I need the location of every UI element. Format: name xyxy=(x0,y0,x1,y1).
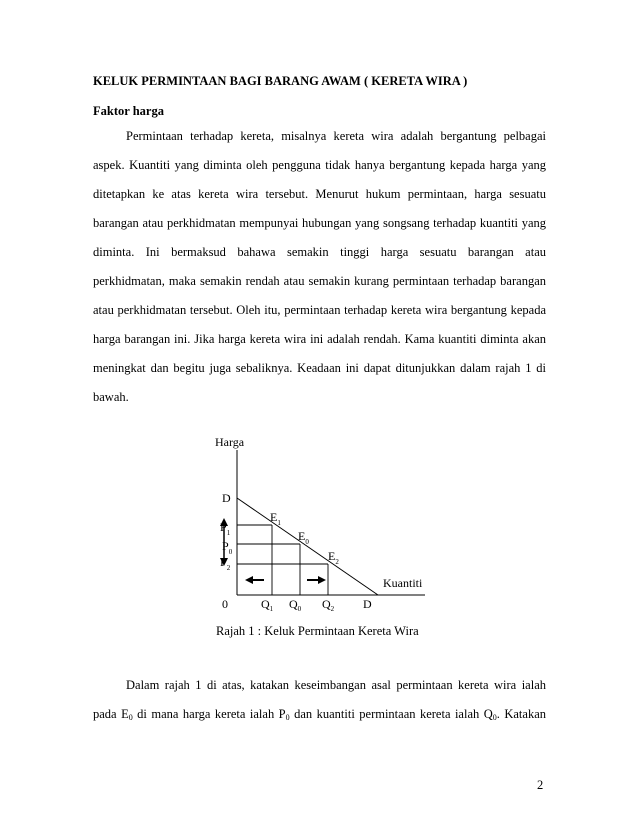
paragraph-line: barangan atau perkhidmatan mempunyai hubungan yang songsang terhadap kuantiti yang xyxy=(93,216,546,230)
page-number: 2 xyxy=(537,778,544,792)
paragraph-line: Dalam rajah 1 di atas, katakan keseimbangan asal permintaan kereta wira ialah xyxy=(126,678,546,692)
paragraph-line: meningkat dan begitu juga sebaliknya. Keadaan ini dapat ditunjukkan dalam rajah 1 di xyxy=(93,361,546,375)
paragraph-line: diminta. Ini bermaksud bahawa semakin tinggi harga sesuatu barangan atau xyxy=(93,245,546,259)
paragraph-line: pada $E_0$ di mana harga kereta ialah $P_0$ dan kuantiti permintaan kereta ialah $Q_0$. Katakan xyxy=(93,707,546,722)
document-title: KELUK PERMINTAAN BAGI BARANG AWAM ( KERETA WIRA ) xyxy=(93,74,468,88)
demand-label-top: D xyxy=(222,491,231,505)
figure-caption: Rajah 1 : Keluk Permintaan Kereta Wira xyxy=(216,624,419,638)
paragraph-line: aspek. Kuantiti yang diminta oleh pengguna tidak hanya bergantung kepada harga yang xyxy=(93,158,546,172)
price-label-p2: $P_2$ xyxy=(220,555,231,572)
y-axis-label: Harga xyxy=(215,435,245,449)
right-arrow-head xyxy=(318,576,326,584)
x-axis-label: Kuantiti xyxy=(383,576,423,590)
paragraph-line: Permintaan terhadap kereta, misalnya kereta wira adalah bergantung pelbagai xyxy=(126,129,546,143)
price-label-p1: $P_1$ xyxy=(220,520,231,537)
demand-label-bottom: D xyxy=(363,597,372,611)
paragraph-line: ditetapkan ke atas kereta wira tersebut. Menurut hukum permintaan, harga sesuatu xyxy=(93,187,546,201)
demand-curve-diagram xyxy=(200,430,440,650)
quantity-label-q2: $Q_2$ xyxy=(322,597,335,613)
equilibrium-label-e2: $E_2$ xyxy=(328,549,339,566)
price-label-p0: $P_0$ xyxy=(222,539,233,556)
left-arrow-head xyxy=(245,576,253,584)
paragraph-line: atau perkhidmatan tersebut. Oleh itu, permintaan terhadap kereta wira bergantung kepada xyxy=(93,303,546,317)
quantity-label-q1: $Q_1$ xyxy=(261,597,274,613)
equilibrium-label-e1: $E_1$ xyxy=(270,510,281,527)
paragraph-line: perkhidmatan, maka semakin rendah atau semakin kurang permintaan terhadap barangan xyxy=(93,274,546,288)
paragraph-line: harga barangan ini. Jika harga kereta wira ini adalah rendah. Kama kuantiti diminta akan xyxy=(93,332,546,346)
origin-label: 0 xyxy=(222,597,228,611)
equilibrium-label-e0: $E_0$ xyxy=(298,529,309,546)
quantity-label-q0: $Q_0$ xyxy=(289,597,302,613)
section-heading: Faktor harga xyxy=(93,104,164,118)
paragraph-line: bawah. xyxy=(93,390,129,404)
